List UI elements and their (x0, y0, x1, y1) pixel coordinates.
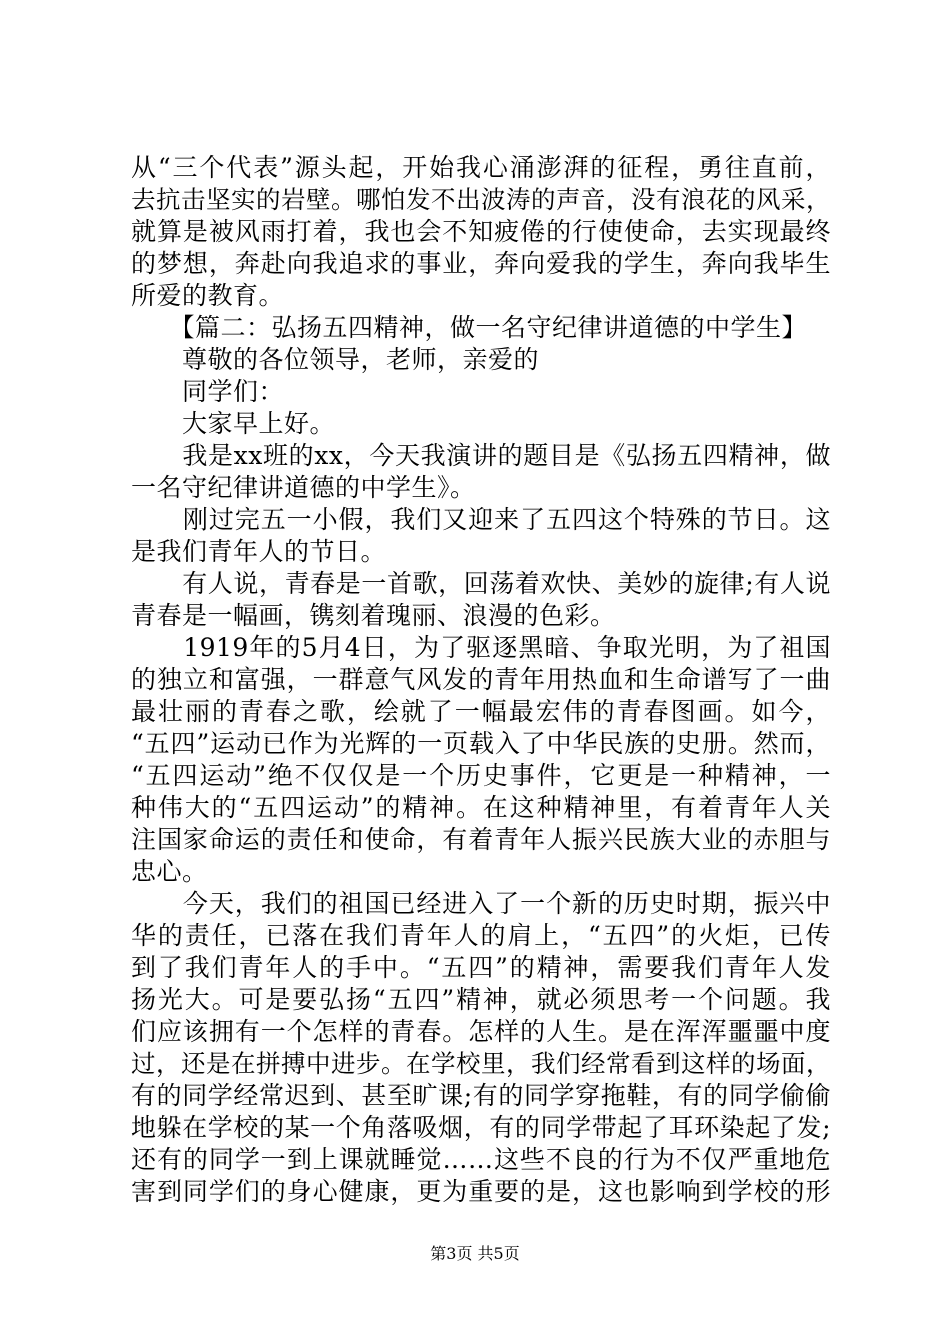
text-line: 去抗击坚实的岩壁。哪怕发不出波涛的声音，没有浪花的风采， (131, 185, 831, 214)
text-line: 是我们青年人的节日。 (131, 537, 387, 566)
text-line: 【篇二：弘扬五四精神，做一名守纪律讲道德的中学生】 (131, 313, 808, 342)
text-line: 我是xx班的xx，今天我演讲的题目是《弘扬五四精神，做 (131, 441, 831, 470)
text-line: 还有的同学一到上课就睡觉……这些不良的行为不仅严重地危 (131, 1145, 831, 1174)
text-line: 从“三个代表”源头起，开始我心涌澎湃的征程，勇往直前， (131, 153, 831, 182)
text-line: 们应该拥有一个怎样的青春。怎样的人生。是在浑浑噩噩中度 (131, 1017, 831, 1046)
text-line: 所爱的教育。 (131, 281, 285, 310)
page-number-footer: 第3页 共5页 (430, 1244, 520, 1263)
text-line: 忠心。 (131, 857, 208, 886)
text-line: 有人说，青春是一首歌，回荡着欢快、美妙的旋律;有人说 (131, 569, 831, 598)
text-line: 华的责任，已落在我们青年人的肩上，“五四”的火炬，已传 (131, 921, 831, 950)
text-line: 过，还是在拼搏中进步。在学校里，我们经常看到这样的场面， (131, 1049, 831, 1078)
text-line: 1919年的5月4日，为了驱逐黑暗、争取光明，为了祖国 (131, 633, 831, 662)
text-line: 扬光大。可是要弘扬“五四”精神，就必须思考一个问题。我 (131, 985, 831, 1014)
text-line: “五四运动”绝不仅仅是一个历史事件，它更是一种精神，一 (131, 761, 831, 790)
text-line: 地躲在学校的某一个角落吸烟，有的同学带起了耳环染起了发; (131, 1113, 831, 1142)
text-line: 刚过完五一小假，我们又迎来了五四这个特殊的节日。这 (131, 505, 831, 534)
text-line: “五四”运动已作为光辉的一页载入了中华民族的史册。然而， (131, 729, 831, 758)
text-line: 大家早上好。 (131, 409, 336, 438)
document-body (131, 152, 831, 1208)
text-line: 注国家命运的责任和使命，有着青年人振兴民族大业的赤胆与 (131, 825, 831, 854)
text-line: 就算是被风雨打着，我也会不知疲倦的行使使命，去实现最终 (131, 217, 831, 246)
text-line: 的独立和富强，一群意气风发的青年用热血和生命谱写了一曲 (131, 665, 831, 694)
text-line: 一名守纪律讲道德的中学生》。 (131, 473, 476, 502)
text-line: 种伟大的“五四运动”的精神。在这种精神里，有着青年人关 (131, 793, 831, 822)
text-line: 有的同学经常迟到、甚至旷课;有的同学穿拖鞋，有的同学偷偷 (131, 1081, 831, 1110)
text-line: 的梦想，奔赴向我追求的事业，奔向爱我的学生，奔向我毕生 (131, 249, 831, 278)
text-line: 尊敬的各位领导，老师，亲爱的 (131, 345, 540, 374)
text-line: 到了我们青年人的手中。“五四”的精神，需要我们青年人发 (131, 953, 831, 982)
text-line: 今天，我们的祖国已经进入了一个新的历史时期，振兴中 (131, 889, 831, 918)
text-line: 最壮丽的青春之歌，绘就了一幅最宏伟的青春图画。如今， (131, 697, 831, 726)
text-line: 青春是一幅画，镌刻着瑰丽、浪漫的色彩。 (131, 601, 616, 630)
text-line: 同学们： (131, 377, 285, 406)
text-line: 害到同学们的身心健康，更为重要的是，这也影响到学校的形 (131, 1177, 831, 1206)
